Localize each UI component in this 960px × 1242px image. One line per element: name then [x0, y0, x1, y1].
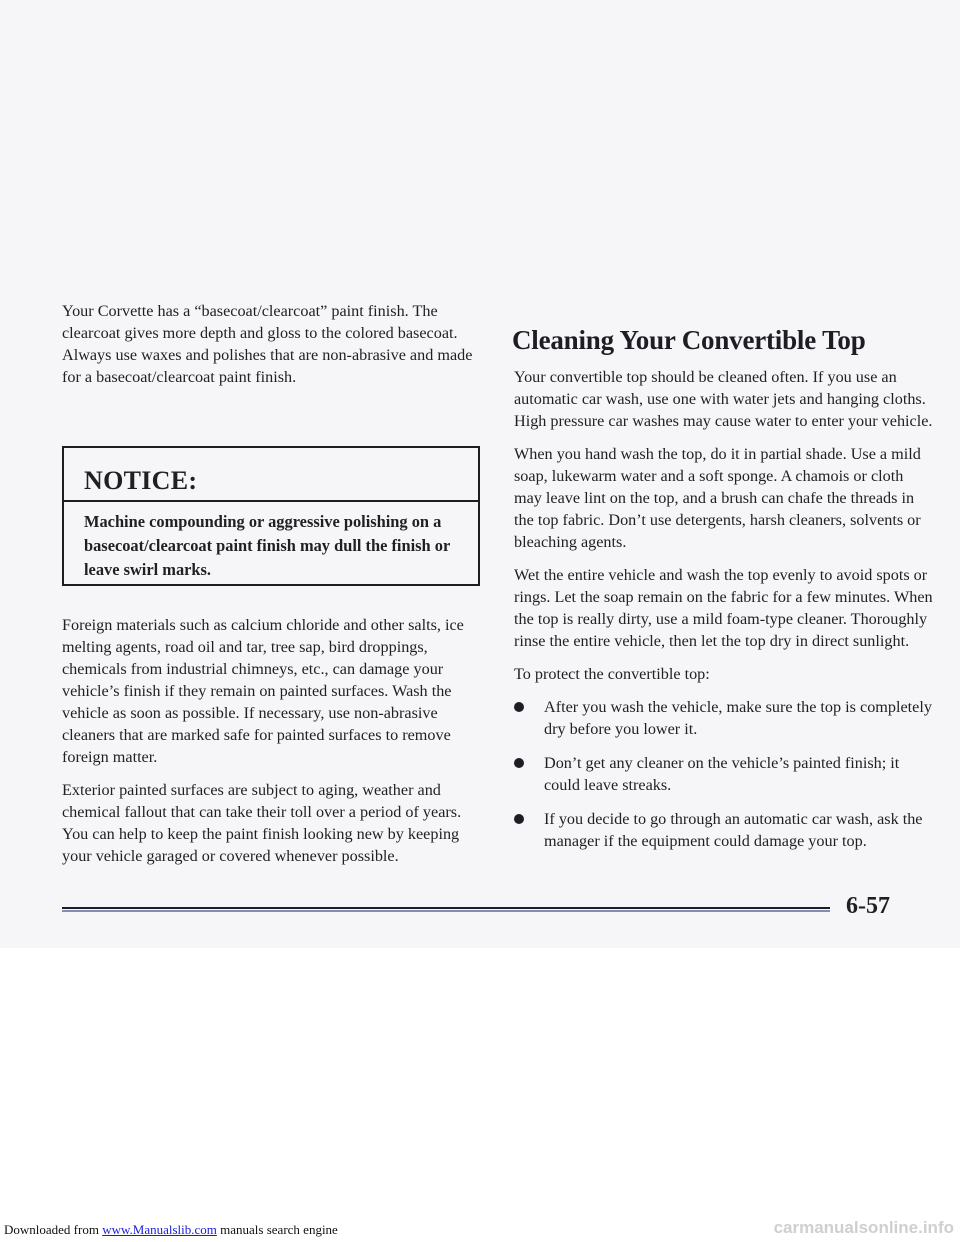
convertible-para-4: To protect the convertible top: [514, 665, 710, 683]
list-item-text: Don’t get any cleaner on the vehicle’s painted finish; it could leave streaks. [544, 754, 900, 794]
bullet-icon [514, 814, 524, 824]
banner-prefix: Downloaded from [4, 1222, 103, 1237]
footer-rule-accent [62, 910, 830, 912]
list-item-text: After you wash the vehicle, make sure the top is completely dry before you lower it. [544, 698, 932, 738]
exterior-paragraph: Exterior painted surfaces are subject to aging, weather and chemical fallout that can take their toll over a period of years. You can help to keep the paint finish looking new by keeping your vehicle garaged or covered whenever possible. [62, 781, 462, 865]
page-number: 6-57 [846, 893, 890, 919]
notice-title: NOTICE: [84, 466, 198, 495]
convertible-para-1: Your convertible top should be cleaned often. If you use an automatic car wash, use one with water jets and hanging cloths. High pressure car washes may cause water to enter your vehicle. [514, 368, 933, 430]
left-column-lower [62, 614, 482, 878]
manualslib-link[interactable]: www.Manualslib.com [102, 1222, 217, 1237]
bullet-icon [514, 702, 524, 712]
watermark: carmanualsonline.info [773, 1218, 954, 1237]
protect-list [514, 696, 934, 852]
right-column [514, 366, 934, 864]
list-item-text: If you decide to go through an automatic car wash, ask the manager if the equipment could damage your top. [544, 810, 923, 850]
footer-rule [62, 907, 830, 909]
bullet-icon [514, 758, 524, 768]
banner-suffix: manuals search engine [216, 1222, 338, 1237]
intro-paragraph: Your Corvette has a “basecoat/clearcoat” paint finish. The clearcoat gives more depth and gloss to the colored basecoat. Always use waxes and polishes that are non-abrasive and made for a basecoat/clearcoat paint finish. [62, 302, 473, 386]
list-item [514, 696, 934, 740]
list-item [514, 808, 934, 852]
list-item [514, 752, 934, 796]
notice-divider [64, 500, 478, 502]
section-heading: Cleaning Your Convertible Top [512, 325, 866, 355]
download-banner [4, 1222, 338, 1238]
foreign-materials-paragraph: Foreign materials such as calcium chloride and other salts, ice melting agents, road oil and tar, tree sap, bird droppings, chemicals from industrial chimneys, etc., can damage your vehicle’s finish if they remain on painted surfaces. Wash the vehicle as soon as possible. If necessary, use non-abrasive cleaners that are marked safe for painted surfaces to remove foreign matter. [62, 616, 464, 766]
notice-body: Machine compounding or aggressive polishing on a basecoat/clearcoat paint finish may dull the finish or leave swirl marks. [84, 512, 450, 579]
notice-box [62, 446, 480, 586]
left-column [62, 300, 482, 399]
convertible-para-3: Wet the entire vehicle and wash the top evenly to avoid spots or rings. Let the soap remain on the fabric for a few minutes. When the top is really dirty, use a mild foam-type cleaner. Thoroughly rinse the entire vehicle, then let the top dry in direct sunlight. [514, 566, 933, 650]
convertible-para-2: When you hand wash the top, do it in partial shade. Use a mild soap, lukewarm water and a soft sponge. A chamois or cloth may leave lint on the top, and a brush can chafe the threads in the top fabric. Don’t use detergents, harsh cleaners, solvents or bleaching agents. [514, 445, 921, 551]
